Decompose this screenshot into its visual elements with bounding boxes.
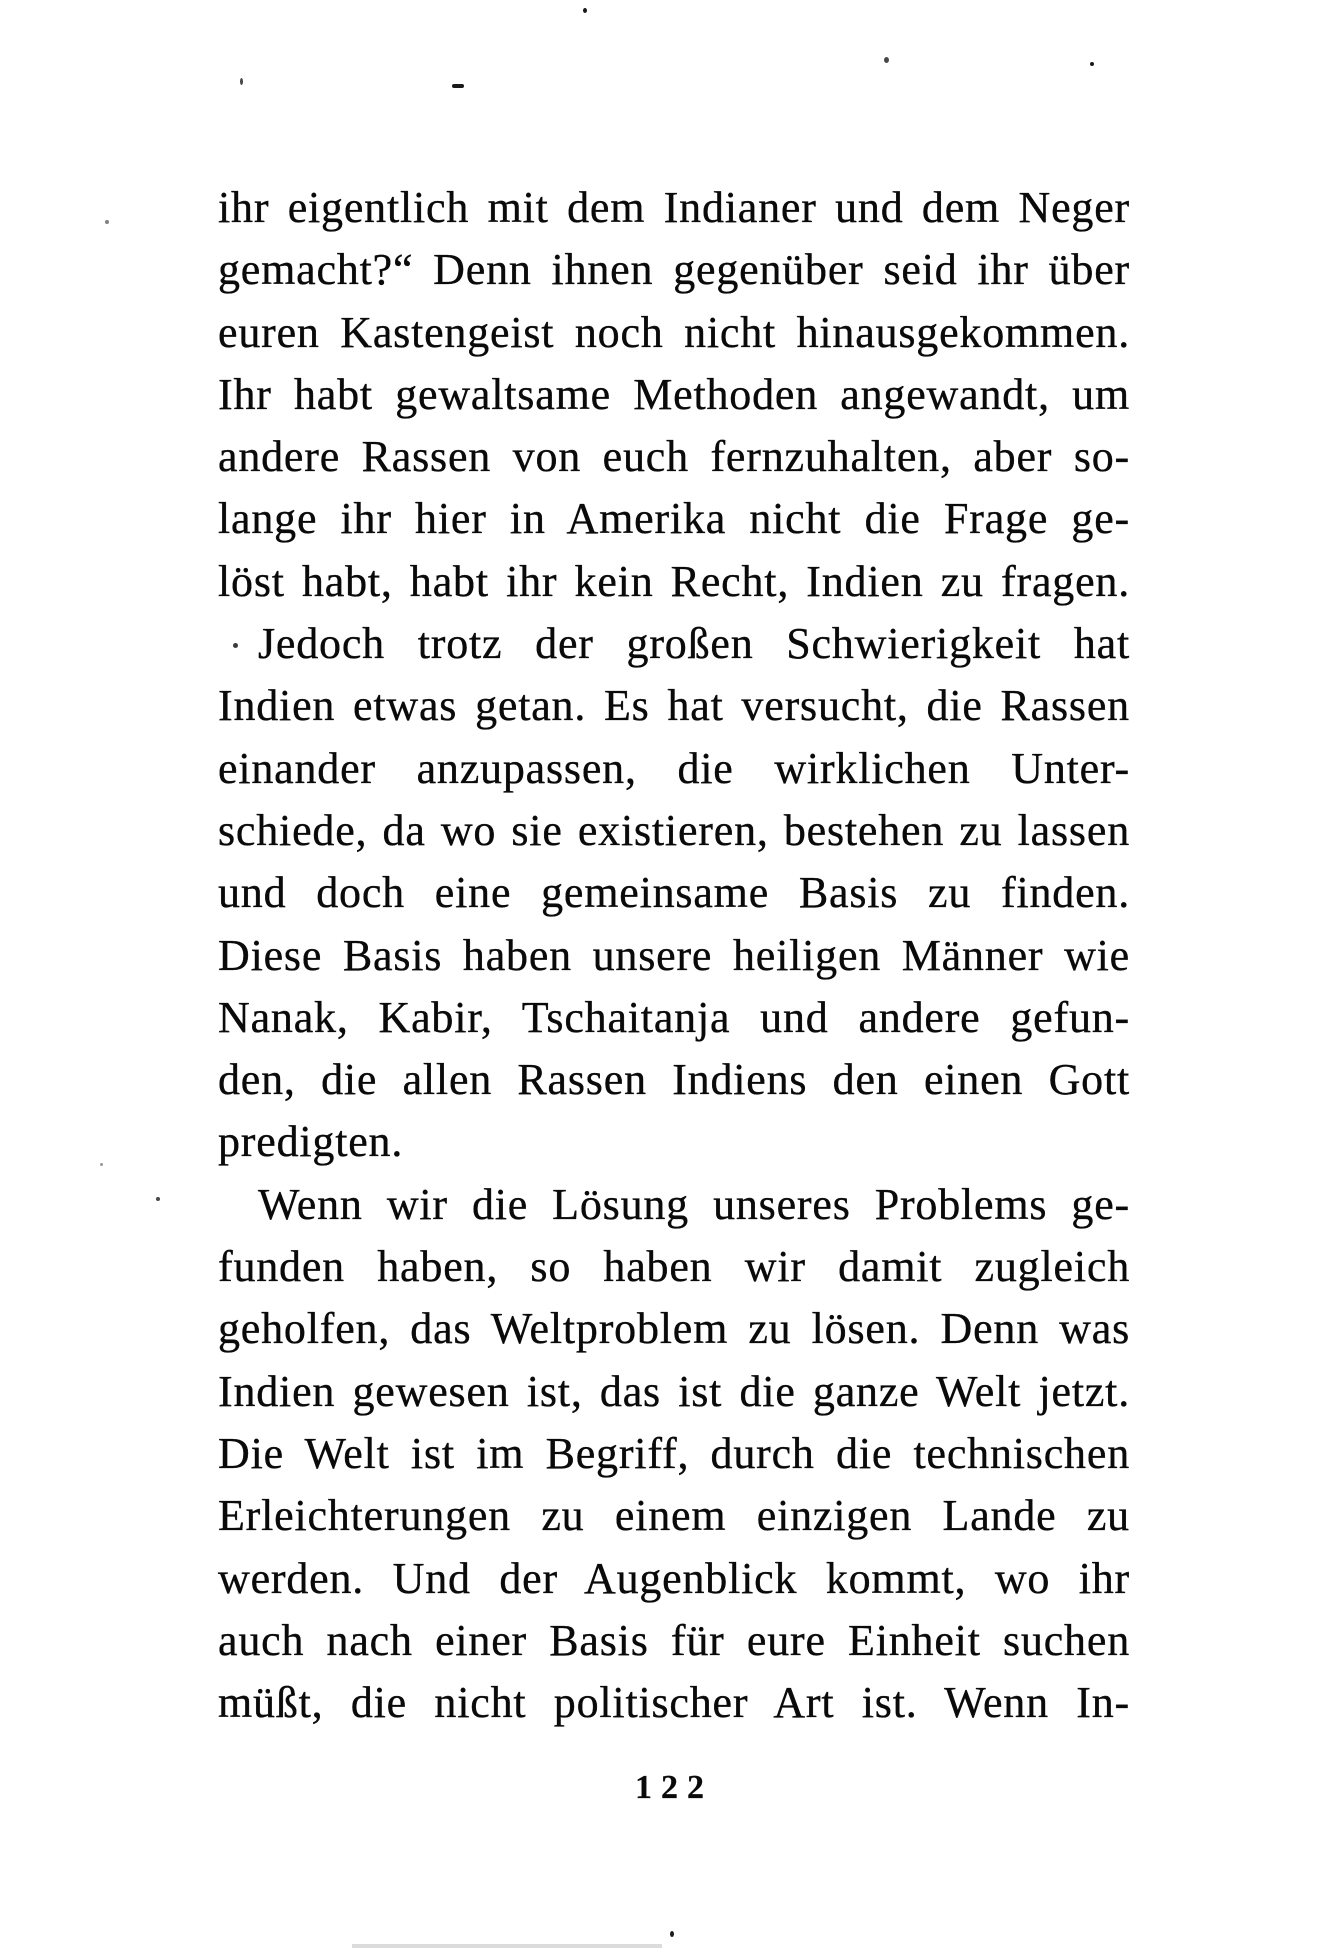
text-line: geholfen, das Weltproblem zu lösen. Denn was [218, 1304, 1130, 1354]
text-line: lange ihr hier in Amerika nicht die Frage ge- [218, 494, 1130, 544]
text-line: Die Welt ist im Begriff, durch die technischen [218, 1428, 1130, 1478]
scan-speck [156, 1197, 160, 1201]
text-line: den, die allen Rassen Indiens den einen Gott [218, 1055, 1130, 1105]
scan-speck [583, 8, 587, 13]
text-line: Indien gewesen ist, das ist die ganze Welt jetzt. [218, 1366, 1130, 1416]
text-line: schiede, da wo sie existieren, bestehen zu lassen [218, 805, 1130, 855]
scan-speck [233, 643, 238, 648]
text-line: müßt, die nicht politischer Art ist. Wenn In- [218, 1678, 1130, 1728]
book-page-text-block [218, 177, 1130, 1734]
scan-speck [105, 220, 109, 224]
text-line: Nanak, Kabir, Tschaitanja und andere gefun- [218, 992, 1130, 1042]
text-line: Erleichterungen zu einem einzigen Lande zu [218, 1491, 1130, 1541]
text-line: Jedoch trotz der großen Schwierigkeit hat [258, 619, 1130, 669]
scan-speck [100, 1163, 103, 1166]
text-line: löst habt, habt ihr kein Recht, Indien zu fragen. [218, 556, 1130, 606]
text-line: Indien etwas getan. Es hat versucht, die Rassen [218, 681, 1130, 731]
text-line: predigten. [218, 1117, 404, 1167]
text-line: und doch eine gemeinsame Basis zu finden. [218, 868, 1130, 918]
text-line: Wenn wir die Lösung unseres Problems ge- [258, 1179, 1130, 1229]
text-line: ihr eigentlich mit dem Indianer und dem Neger [218, 183, 1130, 232]
text-line: gemacht?“ Denn ihnen gegenüber seid ihr über [218, 245, 1130, 295]
page-number: 122 [635, 1769, 713, 1806]
text-line: funden haben, so haben wir damit zugleich [218, 1242, 1130, 1292]
scan-smudge [352, 1944, 662, 1948]
text-line: auch nach einer Basis für eure Einheit suchen [218, 1615, 1130, 1665]
scan-speck [670, 1931, 674, 1937]
scan-speck [1090, 62, 1094, 66]
text-line: andere Rassen von euch fernzuhalten, aber so- [218, 432, 1130, 482]
text-line: Ihr habt gewaltsame Methoden angewandt, um [218, 369, 1130, 419]
scan-speck [884, 57, 889, 63]
text-line: einander anzupassen, die wirklichen Unter- [218, 743, 1130, 793]
text-line: werden. Und der Augenblick kommt, wo ihr [218, 1553, 1130, 1603]
scan-speck [240, 78, 243, 85]
text-line: euren Kastengeist noch nicht hinausgekommen. [218, 307, 1130, 357]
text-line: Diese Basis haben unsere heiligen Männer wie [218, 930, 1130, 980]
scan-speck [452, 84, 464, 88]
